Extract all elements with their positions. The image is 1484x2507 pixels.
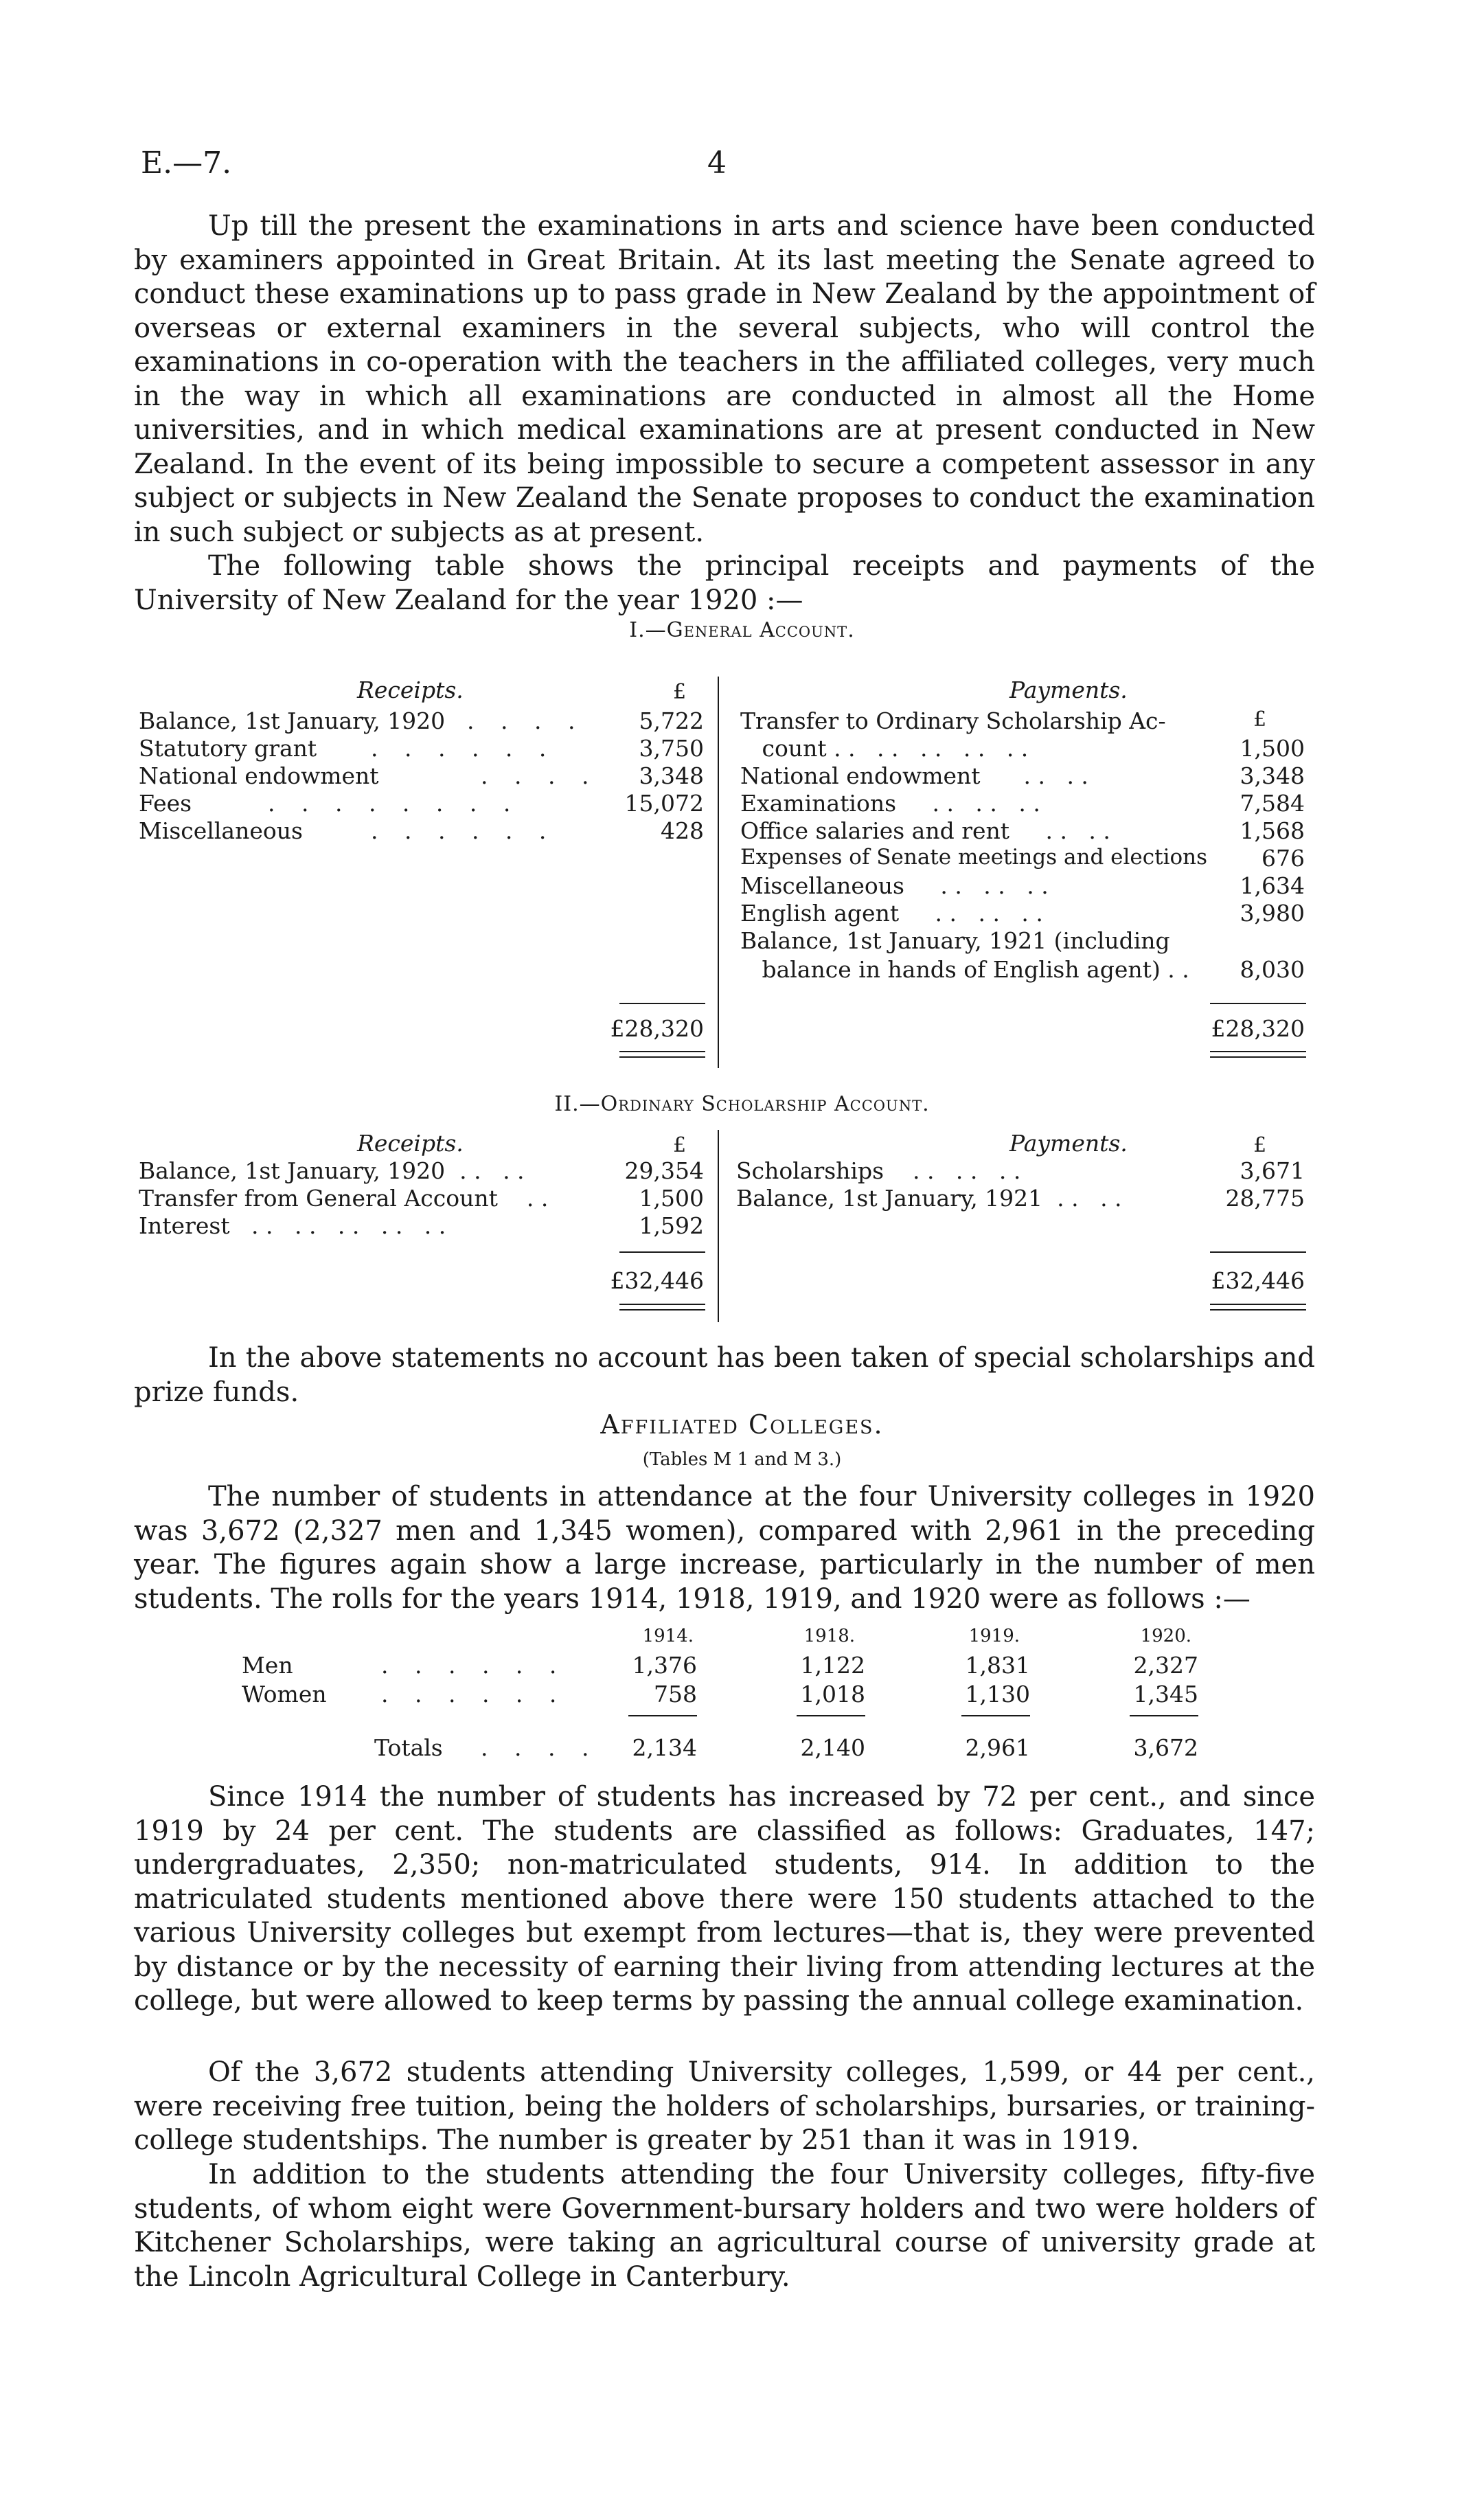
payment-amount: 1,500 [1240, 735, 1305, 762]
payment-amount: 3,671 [1240, 1157, 1305, 1184]
totals-label: Totals [374, 1734, 443, 1761]
double-rule-bottom [1210, 1309, 1306, 1311]
scholarship-account-title: II.—Ordinary Scholarship Account. [554, 1092, 930, 1116]
receipt-amount: 1,500 [639, 1185, 704, 1212]
receipt-amount: 3,750 [639, 735, 704, 762]
page-number: 4 [707, 146, 727, 181]
row-dots: . . . . [481, 1734, 599, 1761]
total-value: 3,672 [1133, 1734, 1198, 1761]
roll-value: 758 [654, 1681, 697, 1708]
payment-label: Expenses of Senate meetings and elections [740, 845, 1208, 870]
general-account-title: I.—General Account. [629, 618, 855, 642]
double-rule-top [619, 1304, 705, 1305]
sum-rule [797, 1715, 865, 1716]
receipt-label: Fees [139, 790, 192, 817]
receipt-dots: . . . . [467, 707, 585, 734]
year-header: 1919. [968, 1626, 1020, 1646]
section-subtitle-tables: (Tables M 1 and M 3.) [642, 1449, 842, 1470]
row-dots: . . . . . . [381, 1652, 567, 1679]
report-code: E.—7. [141, 146, 232, 181]
total-value: 2,134 [632, 1734, 697, 1761]
section-title-affiliated-colleges: Affiliated Colleges. [600, 1409, 884, 1440]
double-rule-bottom [1210, 1056, 1306, 1058]
receipt-label: Balance, 1st January, 1920 . . . . [139, 1157, 525, 1184]
payment-label: count . . . . . . . . . . [740, 735, 1029, 762]
payment-amount: 28,775 [1225, 1185, 1305, 1212]
double-rule-bottom [619, 1309, 705, 1311]
payments-heading: Payments. [1009, 1130, 1128, 1157]
receipt-dots: . . . . . . [371, 817, 556, 844]
total-payments: £28,320 [1211, 1015, 1305, 1042]
account-divider [718, 1130, 719, 1322]
payment-amount: 3,980 [1240, 900, 1305, 927]
payment-amount: 1,634 [1240, 872, 1305, 899]
roll-value: 2,327 [1133, 1652, 1198, 1679]
receipt-label: National endowment [139, 762, 379, 789]
payment-label: balance in hands of English agent) . . [740, 956, 1189, 983]
paragraph-table-intro: The following table shows the principal receipts and payments of the University of New Zealand for the year 1920 :— [134, 550, 1315, 616]
receipt-dots: . . . . . . . . [268, 790, 521, 817]
roll-value: 1,130 [965, 1681, 1030, 1708]
payment-amount: 7,584 [1240, 790, 1305, 817]
payment-label: Scholarships . . . . . . [736, 1157, 1021, 1184]
currency-symbol: £ [673, 680, 687, 704]
paragraph-growth: Since 1914 the number of students has increased by 72 per cent., and since 1919 by 24 per cent. The students are classified as follows: Graduates, 147; undergraduates, 2,350; non-matriculated students, 914. In addition to the matriculated students mentioned above there were 150 students attached to the various University colleges but exempt from lectures—that is, they were prevented by distance or by the necessity of earning their living from attending lectures at the college, but were allowed to keep terms by passing the annual college examination. [134, 1781, 1315, 2017]
total-rule [1210, 1003, 1306, 1004]
double-rule-top [1210, 1304, 1306, 1305]
receipt-label: Statutory grant [139, 735, 317, 762]
payment-amount: 1,568 [1240, 817, 1305, 844]
paragraph-attendance: The number of students in attendance at the four University colleges in 1920 was 3,672 (2,327 men and 1,345 women), compared with 2,961 in the preceding year. The figures again show a large increase, particularly in the number of men students. The rolls for the years 1914, 1918, 1919, and 1920 were as follows :— [134, 1481, 1315, 1615]
receipt-amount: 428 [661, 817, 704, 844]
roll-value: 1,018 [800, 1681, 865, 1708]
receipt-amount: 29,354 [624, 1157, 704, 1184]
payment-label: Balance, 1st January, 1921 (including [740, 927, 1170, 954]
payment-label: National endowment . . . . [740, 762, 1088, 789]
payment-amount: 676 [1262, 845, 1305, 872]
row-dots: . . . . . . [381, 1681, 567, 1708]
double-rule-bottom [619, 1056, 705, 1058]
paragraph-special-scholarships: In the above statements no account has been taken of special scholarships and prize funds. [134, 1342, 1315, 1408]
paragraph-lincoln: In addition to the students attending the four University colleges, fifty-five students, of whom eight were Government-bursary holders and two were holders of Kitchener Scholarships, were taking an agricultural course of university grade at the Lincoln Agricultural College in Canterbury. [134, 2159, 1315, 2293]
double-rule-top [1210, 1051, 1306, 1052]
sum-rule [961, 1715, 1030, 1716]
paragraph-free-tuition: Of the 3,672 students attending University colleges, 1,599, or 44 per cent., were receiving free tuition, being the holders of scholarships, bursaries, or training-college studentships. The number is greater by 251 than it was in 1919. [134, 2056, 1315, 2156]
receipt-label: Interest . . . . . . . . . . [139, 1212, 446, 1239]
payment-label: Transfer to Ordinary Scholarship Ac- [740, 707, 1166, 734]
receipt-amount: 1,592 [639, 1212, 704, 1239]
receipt-label: Transfer from General Account . . [139, 1185, 549, 1212]
total-payments: £32,446 [1211, 1267, 1305, 1294]
receipt-label: Miscellaneous [139, 817, 303, 844]
receipts-heading: Receipts. [357, 677, 464, 703]
receipt-label: Balance, 1st January, 1920 [139, 707, 446, 734]
sum-rule [628, 1715, 697, 1716]
payment-label: Examinations . . . . . . [740, 790, 1040, 817]
roll-value: 1,376 [632, 1652, 697, 1679]
payment-label: English agent . . . . . . [740, 900, 1043, 927]
total-value: 2,140 [800, 1734, 865, 1761]
receipt-amount: 3,348 [639, 762, 704, 789]
paragraph-examinations: Up till the present the examinations in arts and science have been conducted by examiners appointed in Great Britain. At its last meeting the Senate agreed to conduct these examinations up to pass grade in New Zealand by the appointment of overseas or external examiners in the several subjects, who will control the examinations in co-operation with the teachers in the affiliated colleges, very much in the way in which all examinations are conducted in almost all the Home universities, and in which medical examinations are at present conducted in New Zealand. In the event of its being impossible to secure a competent assessor in any subject or subjects in New Zealand the Senate proposes to conduct the examination in such subject or subjects as at present. [134, 210, 1315, 548]
row-label-women: Women [242, 1681, 327, 1708]
payment-label: Balance, 1st January, 1921 . . . . [736, 1185, 1122, 1212]
year-header: 1920. [1140, 1626, 1191, 1646]
currency-symbol: £ [1253, 1133, 1267, 1157]
payment-label: Miscellaneous . . . . . . [740, 872, 1049, 899]
row-label-men: Men [242, 1652, 293, 1679]
total-value: 2,961 [965, 1734, 1030, 1761]
roll-value: 1,831 [965, 1652, 1030, 1679]
receipt-amount: 15,072 [624, 790, 704, 817]
receipt-dots: . . . . [481, 762, 599, 789]
account-divider [718, 677, 719, 1068]
currency-symbol: £ [673, 1133, 687, 1157]
year-header: 1914. [642, 1626, 694, 1646]
payment-label: Office salaries and rent . . . . [740, 817, 1110, 844]
currency-symbol: £ [1253, 707, 1267, 731]
payment-amount: 3,348 [1240, 762, 1305, 789]
receipt-amount: 5,722 [639, 707, 704, 734]
roll-value: 1,345 [1133, 1681, 1198, 1708]
year-header: 1918. [803, 1626, 855, 1646]
total-rule [619, 1251, 705, 1253]
payments-heading: Payments. [1009, 677, 1128, 703]
double-rule-top [619, 1051, 705, 1052]
receipt-dots: . . . . . . [371, 735, 556, 762]
total-rule [1210, 1251, 1306, 1253]
roll-value: 1,122 [800, 1652, 865, 1679]
total-receipts: £28,320 [610, 1015, 704, 1042]
receipts-heading: Receipts. [357, 1130, 464, 1157]
total-receipts: £32,446 [610, 1267, 704, 1294]
payment-amount: 8,030 [1240, 956, 1305, 983]
total-rule [619, 1003, 705, 1004]
sum-rule [1130, 1715, 1198, 1716]
